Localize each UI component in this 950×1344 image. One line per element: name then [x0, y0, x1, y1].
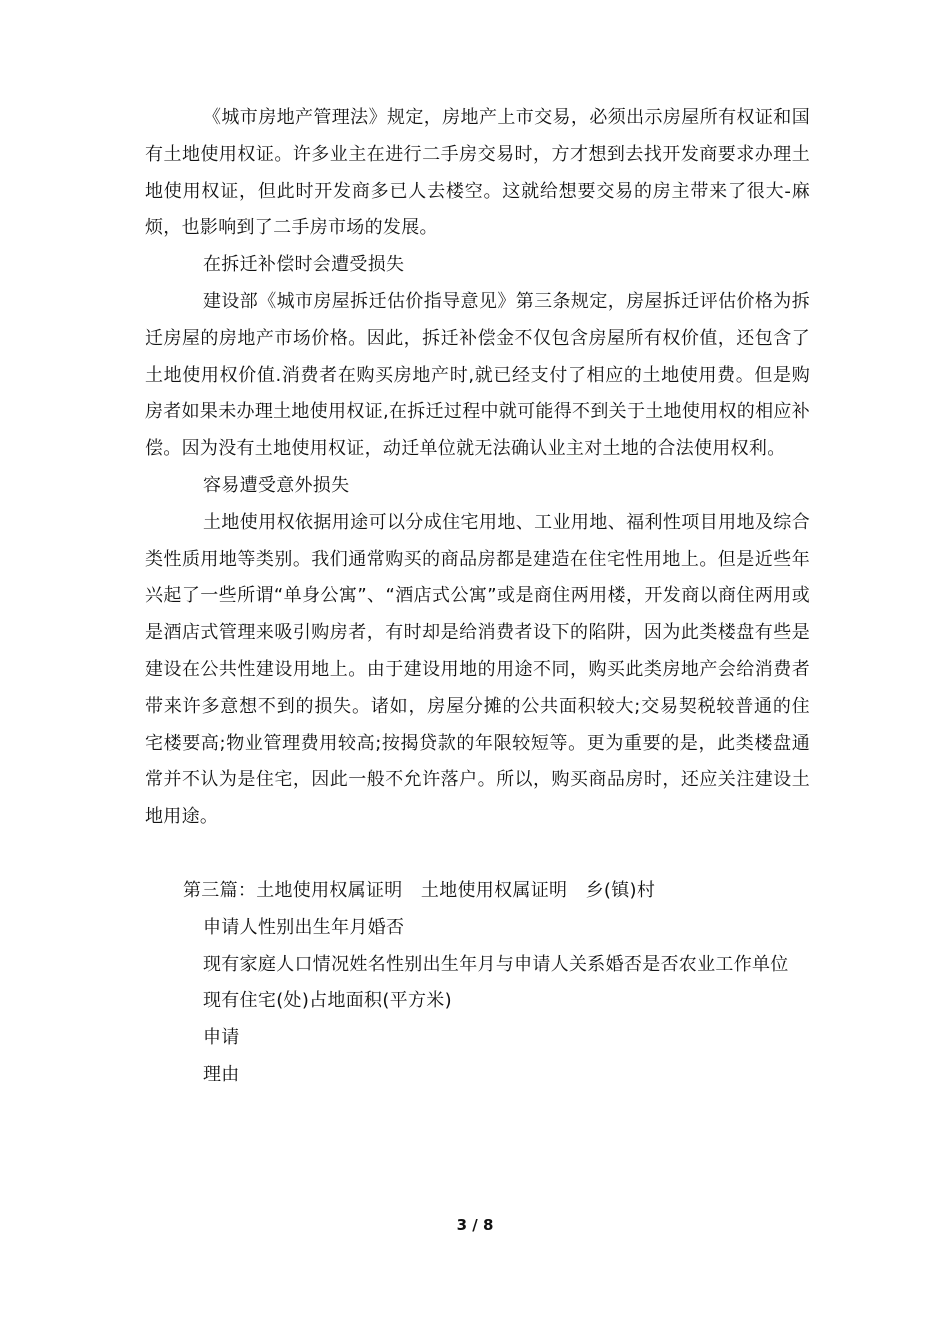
page-number: 3 / 8 [456, 1216, 494, 1234]
form-line-reason: 理由 [203, 1063, 240, 1085]
form-line-housing-area: 现有住宅(处)占地面积(平方米) [203, 990, 452, 1012]
form-line-household: 现有家庭人口情况姓名性别出生年月与申请人关系婚否是否农业工作单位 [203, 953, 789, 975]
document-page [145, 100, 810, 1094]
subheading-demolition-loss: 在拆迁补偿时会遭受损失 [203, 254, 405, 276]
subheading-accidental-loss: 容易遭受意外损失 [203, 474, 350, 496]
form-line-applicant: 申请人性别出生年月婚否 [203, 916, 405, 938]
paragraph-demolition-compensation: 建设部《城市房屋拆迁估价指导意见》第三条规定，房屋拆迁评估价格为拆迁房屋的房地产市场价格。因此，拆迁补偿金不仅包含房屋所有权价值，还包含了土地使用权价值.消费者在购买房地产时,就已经支付了相应的土地使用费。但是购房者如果未办理土地使用权证,在拆迁过程中就可能得不到关于土地使用权的相应补偿。因为没有土地使用权证，动迁单位就无法确认业主对土地的合法使用权利。 [145, 290, 810, 460]
form-line-application: 申请 [203, 1027, 240, 1049]
paragraph-land-use-categories: 土地使用权依据用途可以分成住宅用地、工业用地、福利性项目用地及综合类性质用地等类别。我们通常购买的商品房都是建造在住宅性用地上。但是近些年兴起了一些所谓“单身公寓”、“酒店式公寓”或是商住两用楼，开发商以商住两用或是酒店式管理来吸引购房者，有时却是给消费者设下的陷阱，因为此类楼盘有些是建设在公共性建设用地上。由于建设用地的用途不同，购买此类房地产会给消费者带来许多意想不到的损失。诸如，房屋分摊的公共面积较大;交易契税较普通的住宅楼要高;物业管理费用较高;按揭贷款的年限较短等。更为重要的是，此类楼盘通常并不认为是住宅，因此一般不允许落户。所以，购买商品房时，还应关注建设土地用途。 [145, 511, 810, 828]
third-section-heading: 第三篇：土地使用权属证明 土地使用权属证明 乡(镇)村 [183, 879, 656, 901]
paragraph-transaction-law: 《城市房地产管理法》规定，房地产上市交易，必须出示房屋所有权证和国有土地使用权证。许多业主在进行二手房交易时，方才想到去找开发商要求办理土地使用权证，但此时开发商多已人去楼空。这就给想要交易的房主带来了很大-麻烦，也影响到了二手房市场的发展。 [145, 107, 810, 239]
